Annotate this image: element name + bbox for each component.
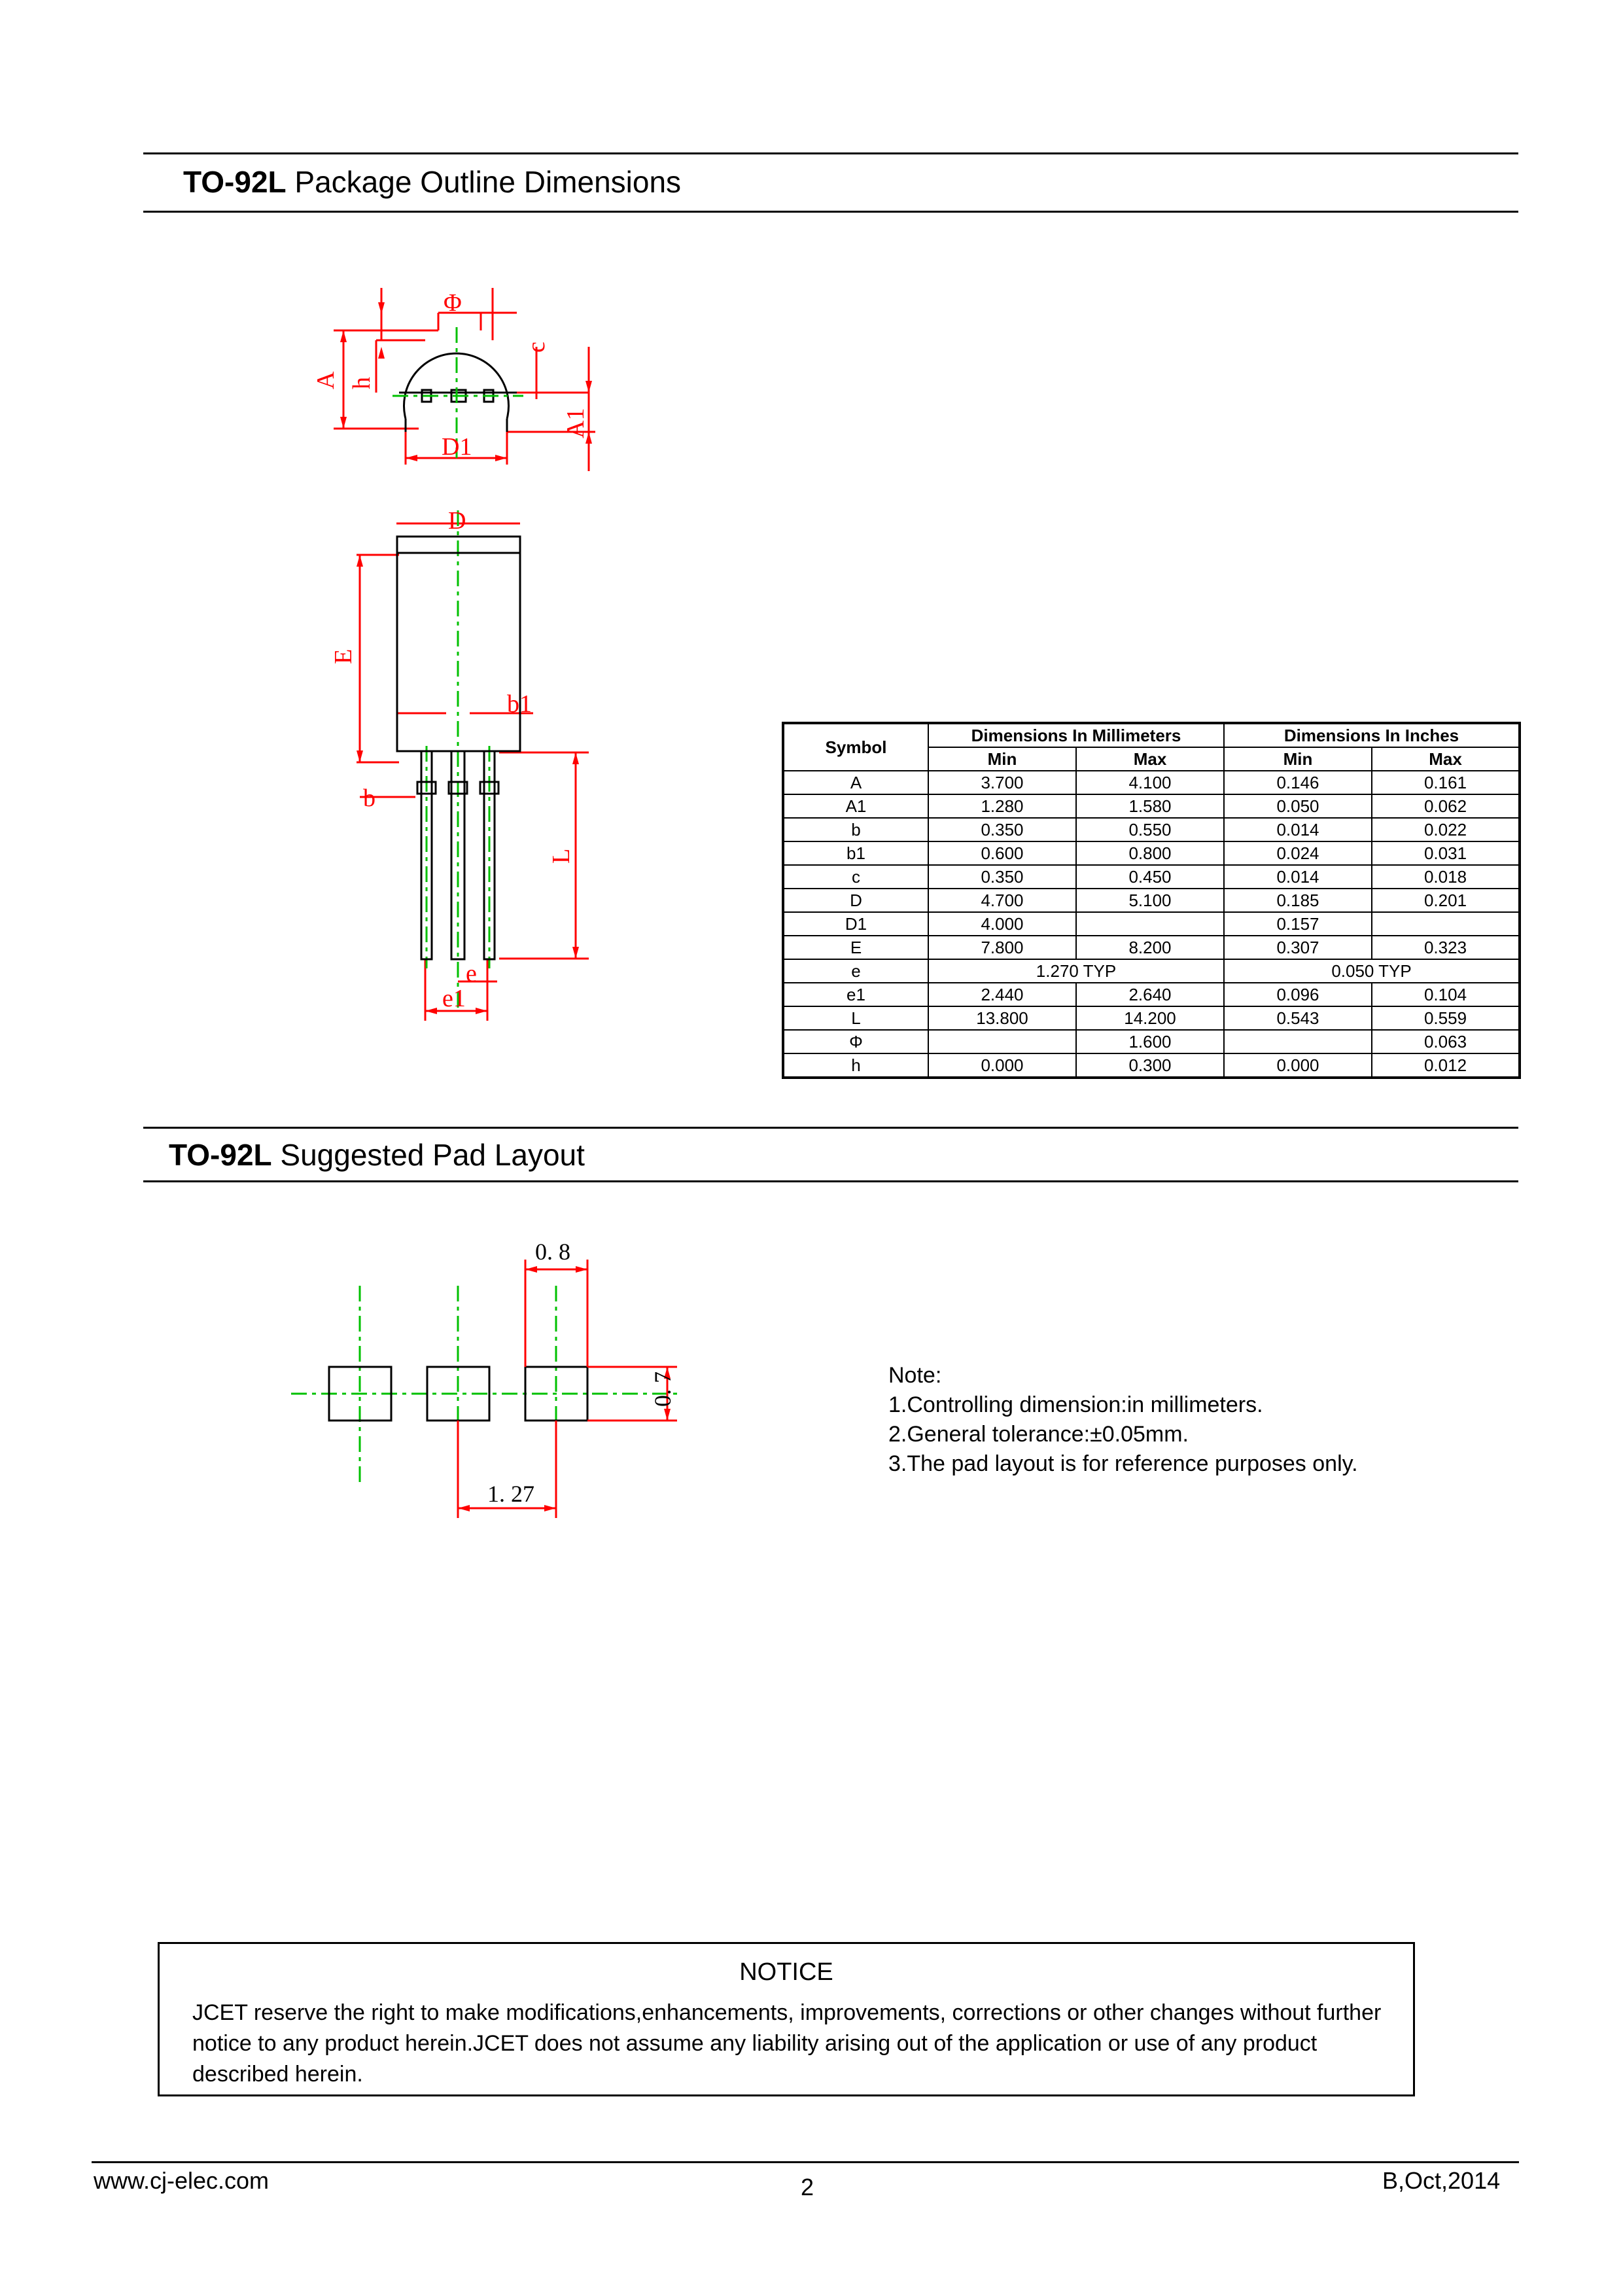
table-row	[783, 1006, 1520, 1030]
cell-mm-min: 1.280	[928, 794, 1076, 818]
table-row	[783, 889, 1520, 912]
section1-bottom-rule	[143, 211, 1518, 213]
cell-inch-max: 0.062	[1372, 794, 1520, 818]
label-A: A	[312, 371, 340, 389]
cell-symbol: b1	[783, 841, 928, 865]
label-D1: D1	[442, 433, 472, 461]
label-e: e	[466, 960, 477, 987]
cell-inch-max: 0.031	[1372, 841, 1520, 865]
pad-height-label: 0. 7	[650, 1371, 676, 1407]
cell-mm-max	[1076, 912, 1224, 936]
cell-inch-min: 0.157	[1224, 912, 1372, 936]
cell-mm-max: 4.100	[1076, 771, 1224, 794]
cell-mm-max: 5.100	[1076, 889, 1224, 912]
cell-inch-min: 0.307	[1224, 936, 1372, 959]
mm-min-header: Min	[928, 747, 1076, 771]
cell-mm-max: 2.640	[1076, 983, 1224, 1006]
cell-inch-max: 0.559	[1372, 1006, 1520, 1030]
footer-revision: B,Oct,2014	[1382, 2167, 1501, 2194]
cell-inch-min: 0.543	[1224, 1006, 1372, 1030]
table-row	[783, 794, 1520, 818]
cell-inch-max	[1372, 912, 1520, 936]
table-row	[783, 959, 1520, 983]
cell-mm-min: 0.350	[928, 818, 1076, 841]
table-row	[783, 865, 1520, 889]
inch-header: Dimensions In Inches	[1224, 723, 1520, 747]
pad-width-label: 0. 8	[535, 1239, 570, 1265]
note-item: 1.Controlling dimension:in millimeters.	[888, 1392, 1263, 1417]
cell-inch-max: 0.018	[1372, 865, 1520, 889]
cell-mm-max: 1.600	[1076, 1030, 1224, 1053]
label-L: L	[548, 848, 575, 864]
section2-top-rule	[143, 1127, 1518, 1129]
cell-symbol: h	[783, 1053, 928, 1078]
note-block	[888, 1361, 1358, 1479]
dimension-arrows	[340, 302, 592, 1014]
section1-title: TO-92L Package Outline Dimensions	[183, 165, 682, 199]
pad-pitch-label: 1. 27	[487, 1481, 534, 1507]
dimensions-table	[782, 722, 1521, 1079]
table-row	[783, 841, 1520, 865]
cell-mm-min: 4.000	[928, 912, 1076, 936]
table-row	[783, 912, 1520, 936]
cell-symbol: e	[783, 959, 928, 983]
top-view-body	[399, 353, 517, 432]
note-item: 3.The pad layout is for reference purposes only.	[888, 1451, 1358, 1476]
note-title: Note:	[888, 1363, 942, 1388]
cell-inch-max: 0.104	[1372, 983, 1520, 1006]
cell-symbol: e1	[783, 983, 928, 1006]
cell-symbol: b	[783, 818, 928, 841]
cell-inch-min: 0.050	[1224, 794, 1372, 818]
cell-mm-max: 0.300	[1076, 1053, 1224, 1078]
table-row	[783, 818, 1520, 841]
cell-mm-min: 3.700	[928, 771, 1076, 794]
note-item: 2.General tolerance:±0.05mm.	[888, 1422, 1189, 1447]
label-e1: e1	[442, 985, 466, 1012]
footer-rule	[92, 2161, 1519, 2163]
cell-inch-max: 0.323	[1372, 936, 1520, 959]
cell-mm-min: 0.000	[928, 1053, 1076, 1078]
cell-symbol: L	[783, 1006, 928, 1030]
label-A1: A1	[562, 408, 589, 438]
cell-mm-max: 8.200	[1076, 936, 1224, 959]
cell-mm-max: 0.550	[1076, 818, 1224, 841]
footer-website: www.cj-elec.com	[94, 2167, 270, 2194]
cell-inch-max: 0.063	[1372, 1030, 1520, 1053]
cell-symbol: E	[783, 936, 928, 959]
cell-inch-min: 0.000	[1224, 1053, 1372, 1078]
table-row	[783, 1053, 1520, 1078]
notice-body: JCET reserve the right to make modifications,enhancements, improvements, corrections or other changes without further notice to any product herein.JCET does not assume any liability arising out of the application or use of any product described herein.	[192, 2000, 1382, 2087]
footer-page-number: 2	[801, 2174, 814, 2200]
section2-bottom-rule	[143, 1180, 1518, 1182]
cell-symbol: D1	[783, 912, 928, 936]
pad-dimension-lines	[458, 1260, 677, 1518]
table-row	[783, 983, 1520, 1006]
cell-symbol: Φ	[783, 1030, 928, 1053]
label-D: D	[448, 507, 466, 535]
cell-inch-min: 0.014	[1224, 865, 1372, 889]
pad-center-lines	[291, 1286, 677, 1482]
package-outline-drawing	[288, 275, 628, 1034]
cell-inch-max: 0.012	[1372, 1053, 1520, 1078]
cell-symbol: A1	[783, 794, 928, 818]
cell-mm-min: 0.600	[928, 841, 1076, 865]
cell-inch-min: 0.096	[1224, 983, 1372, 1006]
label-h: h	[348, 377, 375, 389]
cell-symbol: c	[783, 865, 928, 889]
notice-title: NOTICE	[739, 1958, 833, 1986]
table-row	[783, 771, 1520, 794]
inch-min-header: Min	[1224, 747, 1372, 771]
label-b: b	[363, 785, 375, 812]
cell-inch-min: 0.024	[1224, 841, 1372, 865]
label-c: c	[523, 342, 550, 353]
cell-mm-min: 13.800	[928, 1006, 1076, 1030]
pad-layout-drawing	[281, 1224, 687, 1531]
cell-mm-typ: 1.270 TYP	[928, 959, 1224, 983]
symbol-header: Symbol	[783, 723, 928, 771]
cell-mm-min: 4.700	[928, 889, 1076, 912]
cell-inch-min	[1224, 1030, 1372, 1053]
cell-inch-min: 0.185	[1224, 889, 1372, 912]
cell-mm-min	[928, 1030, 1076, 1053]
section2-title: TO-92L Suggested Pad Layout	[169, 1138, 585, 1172]
table-row	[783, 936, 1520, 959]
table-row	[783, 1030, 1520, 1053]
cell-inch-max: 0.022	[1372, 818, 1520, 841]
cell-mm-min: 7.800	[928, 936, 1076, 959]
cell-inch-max: 0.201	[1372, 889, 1520, 912]
cell-mm-min: 2.440	[928, 983, 1076, 1006]
cell-mm-min: 0.350	[928, 865, 1076, 889]
notice-box	[158, 1942, 1415, 2096]
cell-inch-typ: 0.050 TYP	[1224, 959, 1520, 983]
cell-inch-min: 0.146	[1224, 771, 1372, 794]
mm-max-header: Max	[1076, 747, 1224, 771]
cell-mm-max: 14.200	[1076, 1006, 1224, 1030]
section1-top-rule	[143, 152, 1518, 154]
cell-mm-max: 1.580	[1076, 794, 1224, 818]
label-phi: Φ	[444, 289, 462, 317]
cell-symbol: D	[783, 889, 928, 912]
inch-max-header: Max	[1372, 747, 1520, 771]
cell-symbol: A	[783, 771, 928, 794]
cell-inch-max: 0.161	[1372, 771, 1520, 794]
cell-mm-max: 0.450	[1076, 865, 1224, 889]
cell-inch-min: 0.014	[1224, 818, 1372, 841]
label-b1: b1	[507, 690, 532, 718]
mm-header: Dimensions In Millimeters	[928, 723, 1224, 747]
cell-mm-max: 0.800	[1076, 841, 1224, 865]
label-E: E	[330, 648, 357, 664]
